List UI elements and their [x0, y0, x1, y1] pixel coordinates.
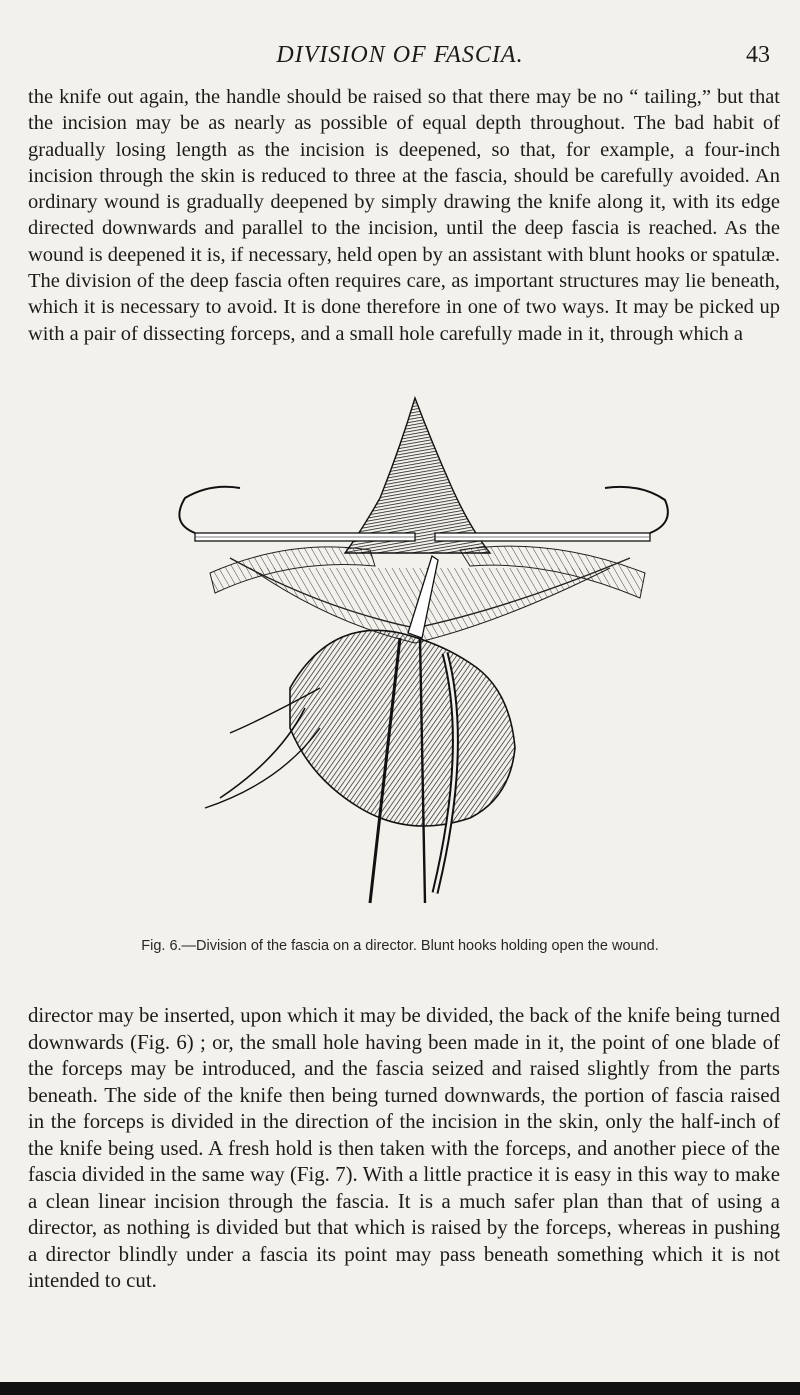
page-header: [0, 42, 800, 78]
paragraph-top: the knife out again, the handle should be raised so that there may be no “ tailing,” but that the incision may be as nearly as possible of equal depth throughout. The bad habit of gradually losing length as the incision is deepened, so that, for example, a four-inch incision through the skin is reduced to three at the fascia, should be carefully avoided. An ordinary wound is gradually deepened by simply drawing the knife along it, with its edge directed downwards and parallel to the incision, until the deep fascia is reached. As the wound is deepened it is, if necessary, held open by an assistant with blunt hooks or spatulæ. The division of the deep fascia often requires care, as important structures may lie beneath, which it is necessary to avoid. It is done therefore in one of two ways. It may be picked up with a pair of dissecting forceps, and a small hole carefully made in it, through which a: [28, 86, 780, 345]
engraving-director-hooks: [170, 388, 690, 913]
running-title: DIVISION OF FASCIA.: [276, 42, 524, 68]
paragraph-bottom: director may be inserted, upon which it may be divided, the back of the knife being turned downwards (Fig. 6) ; or, the small hole having been made in it, the point of one blade of the forceps may be introduced, and the fascia seized and raised slightly from the parts beneath. The side of the knife then being turned downwards, the portion of fascia raised in the forceps is divided in the direction of the incision in the skin, only the half-inch of the knife being used. A fresh hold is then taken with the forceps, and another piece of the fascia divided in the same way (Fig. 7). With a little practice it is easy in this way to make a clean linear incision through the fascia. It is a much safer plan than that of using a director, as nothing is divided but that which is raised by the forceps, whereas in pushing a director blindly under a fascia its point may pass beneath something which it is not intended to cut.: [28, 1004, 780, 1292]
figure-caption: Fig. 6.—Division of the fascia on a director. Blunt hooks holding open the wound.: [141, 938, 659, 954]
page-number: 43: [746, 42, 770, 68]
figure-illustration: [170, 388, 690, 913]
page-bottom-edge: [0, 1382, 800, 1395]
